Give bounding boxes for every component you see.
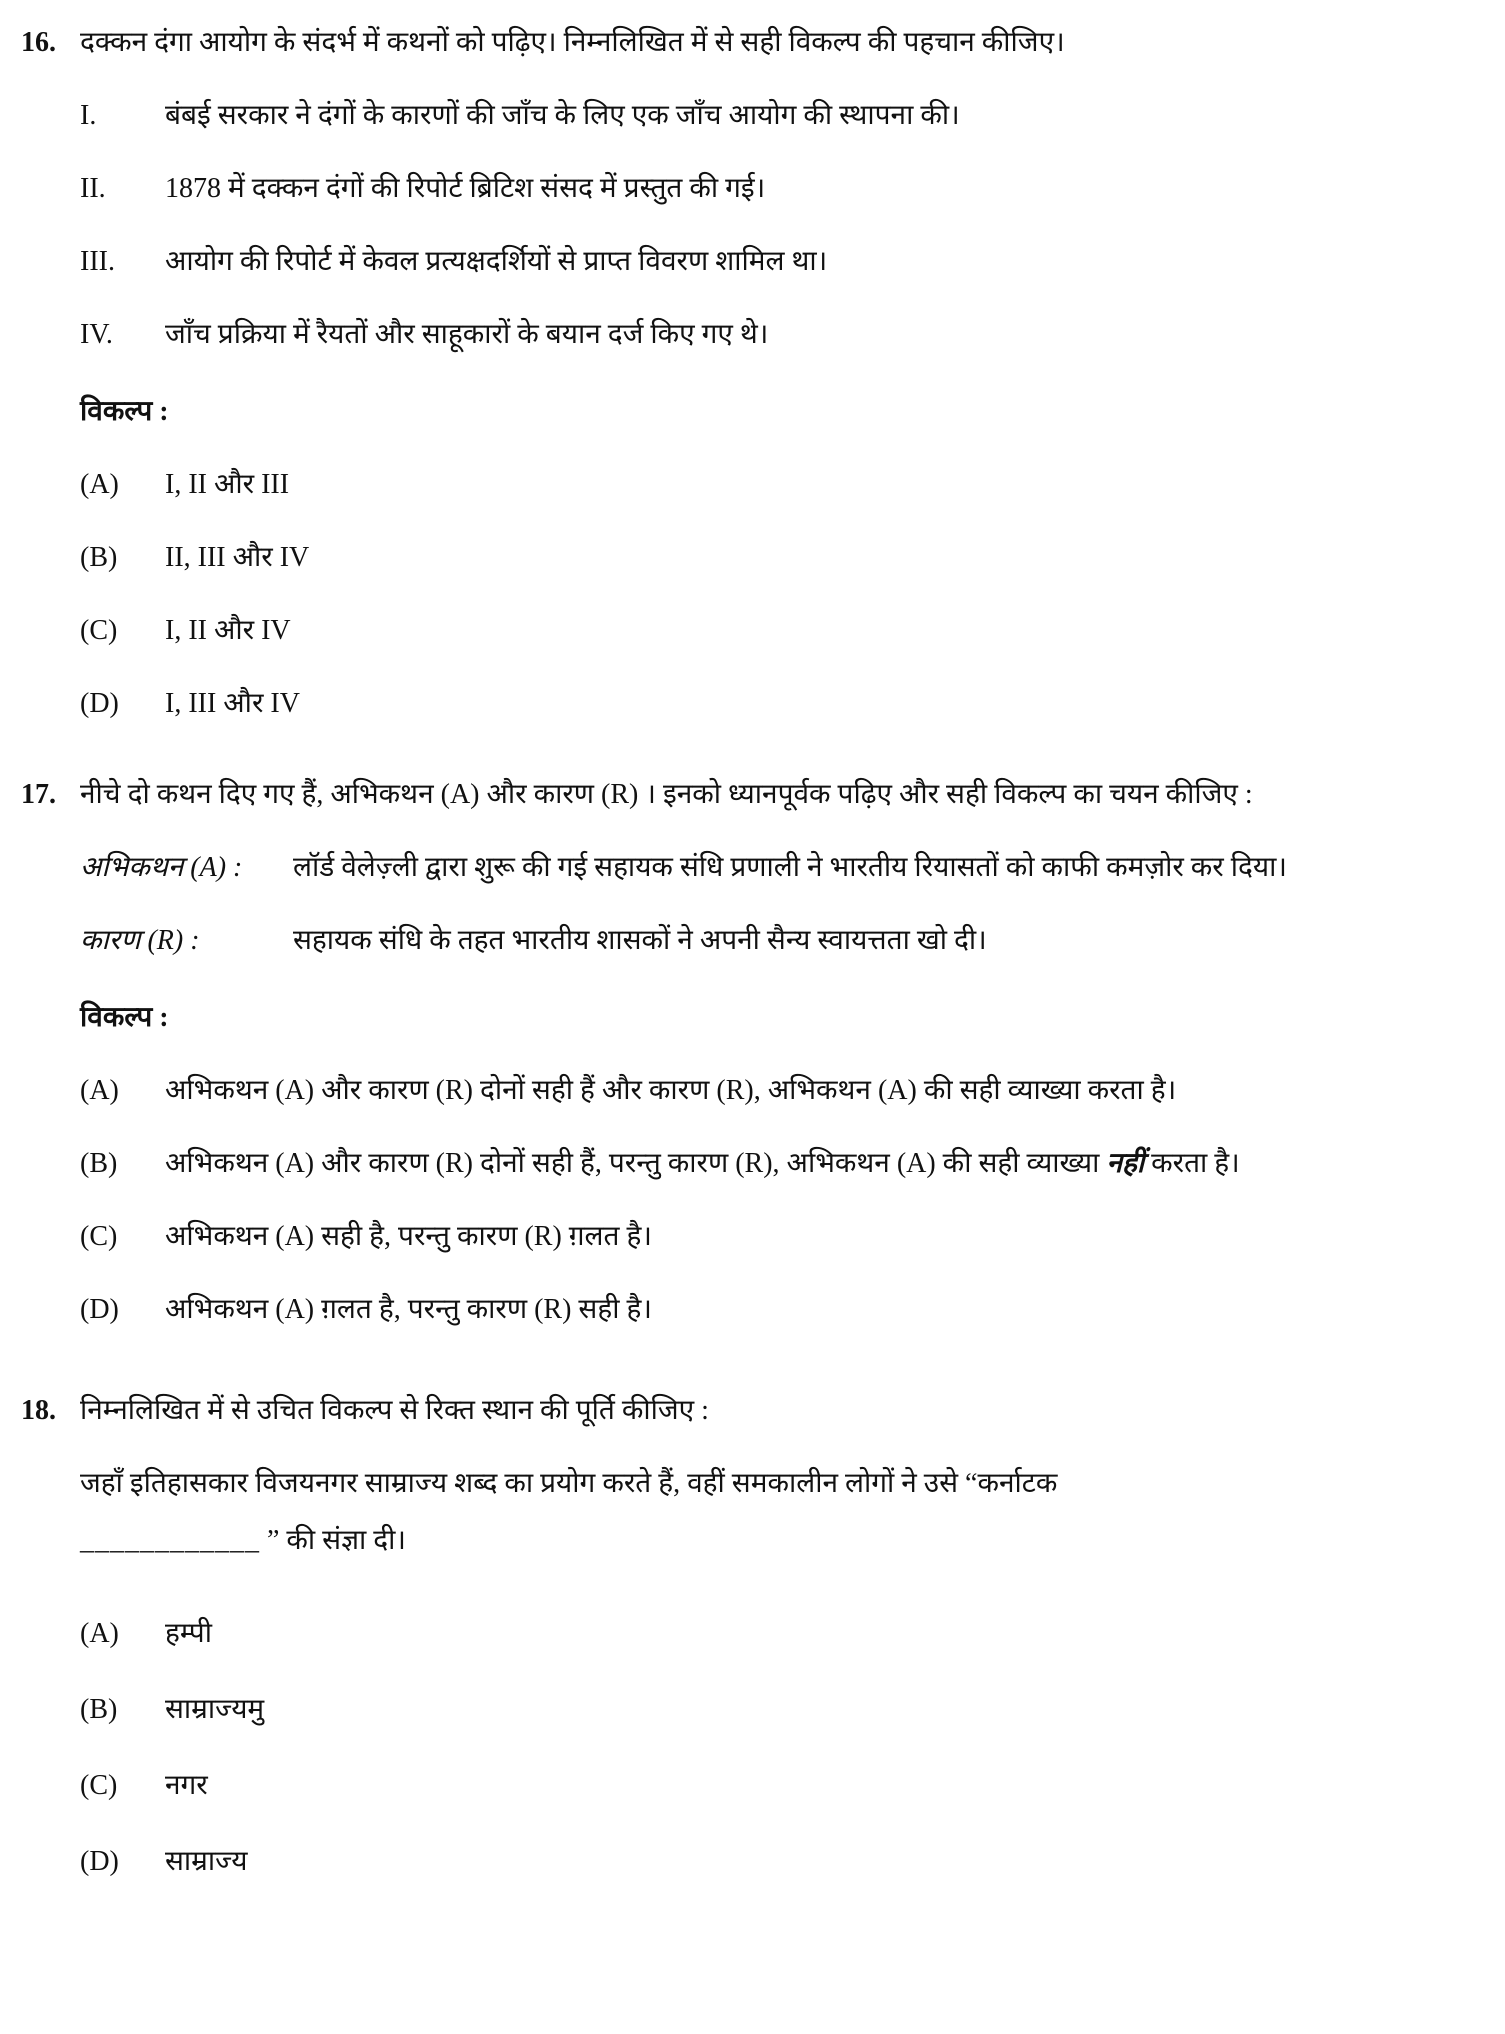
statement-text: बंबई सरकार ने दंगों के कारणों की जाँच के लिए एक जाँच आयोग की स्थापना की।: [165, 100, 960, 131]
statement-text: 1878 में दक्कन दंगों की रिपोर्ट ब्रिटिश संसद में प्रस्तुत की गई।: [165, 173, 766, 204]
option-row: [80, 602, 1465, 659]
option-text: [165, 1135, 1465, 1192]
fill-in-the-blank-sentence: [80, 1455, 1465, 1569]
option-row: [80, 1833, 1465, 1890]
option-text: साम्राज्यमु: [165, 1694, 265, 1725]
reason-text: सहायक संधि के तहत भारतीय शासकों ने अपनी सैन्य स्वायत्तता खो दी।: [293, 925, 987, 956]
option-row: [80, 1135, 1465, 1192]
option-row: [80, 675, 1465, 732]
option-label: (C): [80, 1770, 118, 1801]
statement-label: I.: [80, 100, 97, 131]
option-row: [80, 1605, 1465, 1662]
options-heading: विकल्प :: [80, 396, 169, 427]
option-label: (D): [80, 1846, 119, 1877]
option-row: [80, 1062, 1465, 1119]
option-row: [80, 456, 1465, 513]
question-16: [0, 14, 1505, 732]
statement-text: जाँच प्रक्रिया में रैयतों और साहूकारों के बयान दर्ज किए गए थे।: [165, 319, 769, 350]
question-number: 17.: [21, 779, 56, 810]
assertion-label: अभिकथन (A) :: [80, 852, 243, 883]
option-row: [80, 1757, 1465, 1814]
reason-label: कारण (R) :: [80, 925, 200, 956]
assertion-text: लॉर्ड वेलेज़्ली द्वारा शुरू की गई सहायक संधि प्रणाली ने भारतीय रियासतों को काफी कमज़ोर कर दिया।: [293, 852, 1287, 883]
option-label: (D): [80, 1294, 119, 1325]
question-text: दक्कन दंगा आयोग के संदर्भ में कथनों को पढ़िए। निम्नलिखित में से सही विकल्प की पहचान कीजिए।: [80, 27, 1065, 58]
question-number: 18.: [21, 1395, 56, 1426]
reason-row: [80, 912, 1465, 969]
option-label: (C): [80, 615, 118, 646]
statement-row: [80, 160, 1465, 217]
blank-line: ____________: [80, 1525, 260, 1556]
option-row: [80, 529, 1465, 586]
option-text-after: करता है।: [1144, 1148, 1240, 1179]
question-text: निम्नलिखित में से उचित विकल्प से रिक्त स्थान की पूर्ति कीजिए :: [80, 1395, 709, 1426]
statement-label: IV.: [80, 319, 113, 350]
option-label: (D): [80, 688, 119, 719]
fill-sentence-part1: जहाँ इतिहासकार विजयनगर साम्राज्य शब्द का प्रयोग करते हैं, वहीं समकालीन लोगों ने उसे “कर्नाटक: [80, 1468, 1058, 1499]
option-label: (A): [80, 1075, 119, 1106]
option-text: I, II और III: [165, 469, 290, 500]
option-label: (A): [80, 469, 119, 500]
option-text: अभिकथन (A) और कारण (R) दोनों सही हैं और कारण (R), अभिकथन (A) की सही व्याख्या करता है।: [165, 1075, 1177, 1106]
question-17: [0, 766, 1505, 1338]
option-text: अभिकथन (A) ग़लत है, परन्तु कारण (R) सही है।: [165, 1294, 652, 1325]
statement-row: [80, 87, 1465, 144]
question-number: 16.: [21, 27, 56, 58]
option-label: (A): [80, 1618, 119, 1649]
statement-label: III.: [80, 246, 115, 277]
option-label: (B): [80, 1694, 118, 1725]
option-text: हम्पी: [165, 1618, 212, 1649]
option-label: (B): [80, 542, 118, 573]
statement-row: [80, 306, 1465, 363]
question-text: नीचे दो कथन दिए गए हैं, अभिकथन (A) और कारण (R) । इनको ध्यानपूर्वक पढ़िए और सही विकल्प का चयन कीजिए :: [80, 779, 1253, 810]
option-text: I, II और IV: [165, 615, 291, 646]
question-18: [0, 1382, 1505, 1890]
option-text-emphasis: नहीं: [1106, 1148, 1145, 1179]
option-text: नगर: [165, 1770, 208, 1801]
option-text: I, III और IV: [165, 688, 300, 719]
option-text: II, III और IV: [165, 542, 310, 573]
statement-text: आयोग की रिपोर्ट में केवल प्रत्यक्षदर्शियों से प्राप्त विवरण शामिल था।: [165, 246, 828, 277]
option-row: [80, 1281, 1465, 1338]
option-text: साम्राज्य: [165, 1846, 248, 1877]
assertion-row: [80, 839, 1465, 896]
option-text-before: अभिकथन (A) और कारण (R) दोनों सही हैं, परन्तु कारण (R), अभिकथन (A) की सही व्याख्या: [165, 1148, 1107, 1179]
option-text: अभिकथन (A) सही है, परन्तु कारण (R) ग़लत है।: [165, 1221, 652, 1252]
question-body: [80, 1382, 1505, 1890]
statement-label: II.: [80, 173, 106, 204]
options-heading: विकल्प :: [80, 1002, 169, 1033]
question-body: [80, 14, 1505, 732]
option-row: [80, 1208, 1465, 1265]
option-label: (C): [80, 1221, 118, 1252]
fill-sentence-part2: ” की संज्ञा दी।: [260, 1525, 407, 1556]
option-row: [80, 1681, 1465, 1738]
question-body: [80, 766, 1505, 1338]
statement-row: [80, 233, 1465, 290]
option-label: (B): [80, 1148, 118, 1179]
